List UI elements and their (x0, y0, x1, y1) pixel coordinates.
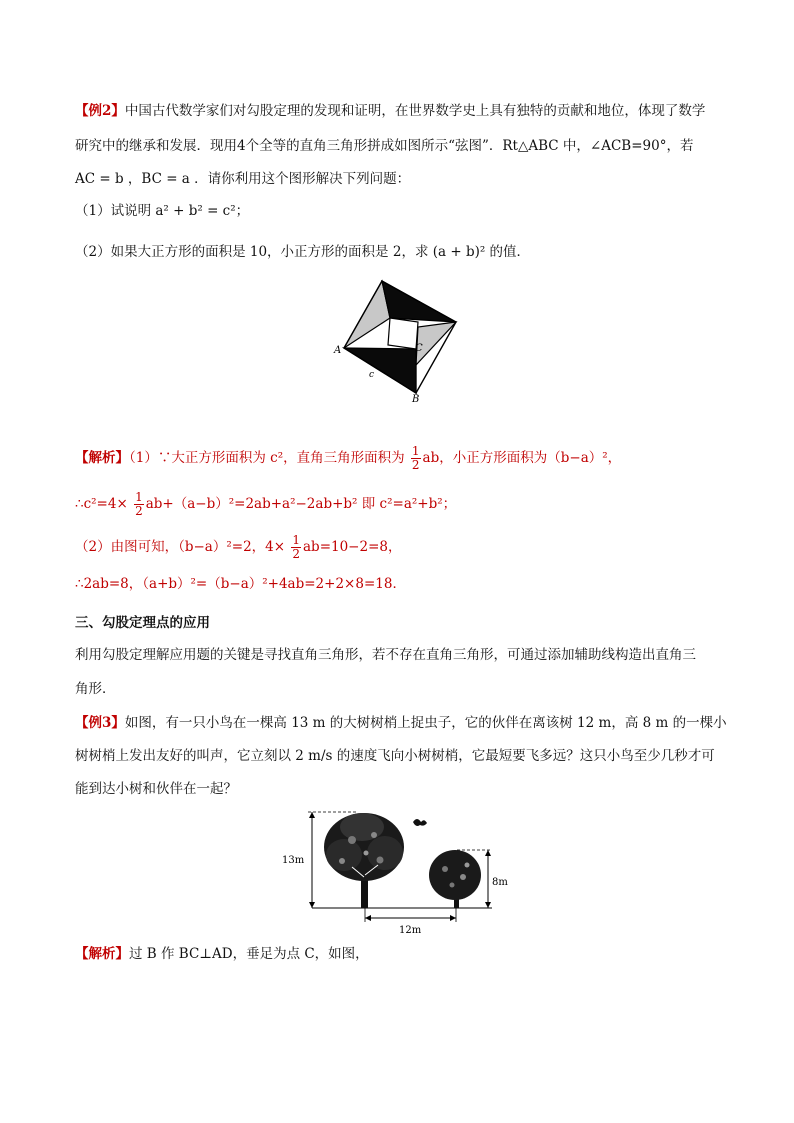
small-square (388, 318, 418, 349)
example2-tag: 【例2】 (75, 103, 125, 119)
label-8m: 8m (492, 877, 508, 888)
arrow-up-8m (485, 850, 491, 856)
solution2-line4: ∴2ab=8，（a+b）²=（b−a）²+4ab=2+2×8=18． (75, 576, 406, 592)
label-12m: 12m (399, 925, 422, 935)
section3-paragraph-line2: 角形． (75, 681, 116, 697)
section3-paragraph-line1: 利用勾股定理解应用题的关键是寻找直角三角形，若不存在直角三角形，可通过添加辅助线构造出直角三 (75, 647, 696, 663)
example3-tag: 【例3】 (75, 715, 125, 731)
solution3-line: 【解析】过 B 作 BC⊥AD，垂足为点 C，如图， (75, 946, 369, 962)
example2-question2: （2）如果大正方形的面积是 10，小正方形的面积是 2，求 (a + b)² 的值． (75, 244, 531, 260)
string-diagram-figure (330, 275, 470, 405)
example2-line2: 研究中的继承和发展．现用4个全等的直角三角形拼成如图所示“弦图”．Rt△ABC 中，∠ACB=90°，若 (75, 138, 694, 154)
label-13m: 13m (282, 855, 305, 866)
label-B: B (412, 394, 420, 405)
arrow-right-12m (450, 915, 456, 921)
solution2-line3: （2）由图可知，（b−a）²=2，4× $\frac{1}{2}$ ab=10−2=8， (75, 533, 402, 561)
solution2-line2: ∴c²=4× $\frac{1}{2}$ ab+（a−b）²=2ab+a²−2ab+b² 即 c²=a²+b²； (75, 490, 457, 518)
example3-line2: 树树梢上发出友好的叫声，它立刻以 2 m/s 的速度飞向小树树梢，它最短要飞多远？这只小鸟至少几秒才可 (75, 748, 715, 764)
small-tree (429, 850, 481, 908)
example3-line3: 能到达小树和伙伴在一起？ (75, 781, 237, 797)
example2-line3: AC = b ，BC = a ．请你利用这个图形解决下列问题： (75, 171, 411, 187)
example3-line1: 【例3】如图，有一只小鸟在一棵高 13 m 的大树树梢上捉虫子，它的伙伴在离该树 12 m，高 8 m 的一棵小 (75, 715, 727, 731)
example2-line1: 【例2】中国古代数学家们对勾股定理的发现和证明，在世界数学史上具有独特的贡献和地位，体现了数学 (75, 103, 706, 119)
arrow-down-13m (309, 902, 315, 908)
arrow-up-13m (309, 812, 315, 818)
label-C: C (415, 343, 423, 354)
solution2-tag: 【解析】 (75, 450, 129, 466)
arrow-down-8m (485, 902, 491, 908)
section3-title: 三、勾股定理点的应用 (75, 615, 210, 631)
fraction-half: $\frac{1}{2}$ (411, 444, 420, 472)
label-A: A (334, 345, 342, 356)
label-c-lower: c (369, 370, 375, 380)
example2-question1: （1）试说明 a² + b² = c²； (75, 203, 250, 219)
bird-icon (413, 819, 427, 826)
triangle-left-gray (344, 281, 390, 348)
arrow-left-12m (365, 915, 371, 921)
fraction-half: $\frac{1}{2}$ (135, 490, 143, 518)
fraction-half: $\frac{1}{2}$ (292, 533, 300, 561)
two-trees-figure (282, 805, 512, 935)
solution2-line1: 【解析】（1）∵大正方形面积为 c²，直角三角形面积为 $\frac{1}{2}$ ab，小正方形面积为（b−a）²， (75, 444, 622, 472)
big-tree (324, 813, 404, 908)
solution3-tag: 【解析】 (75, 946, 129, 962)
